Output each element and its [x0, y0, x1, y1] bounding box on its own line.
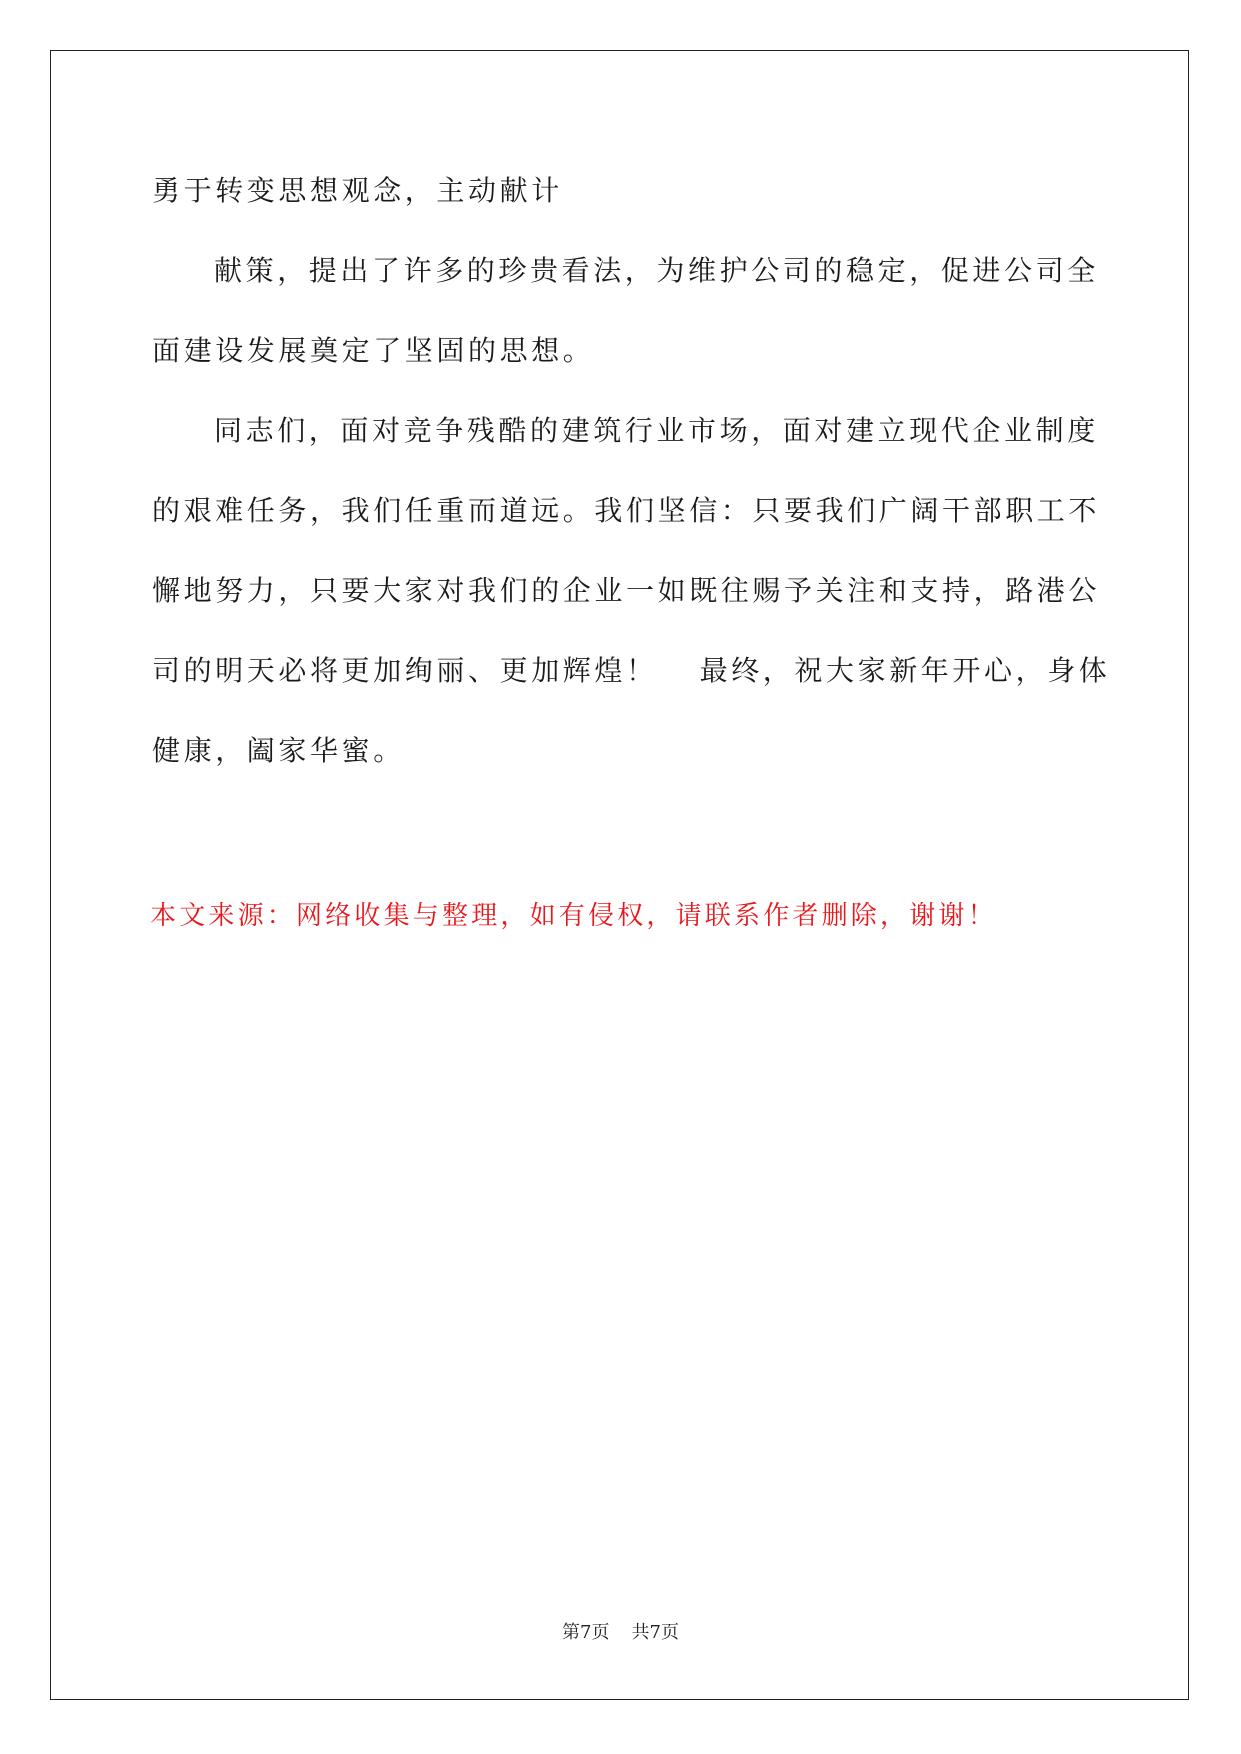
paragraph-line: 献策，提出了许多的珍贵看法，为维护公司的稳定，促进公司全	[214, 254, 1099, 287]
paragraph-line: 的艰难任务，我们任重而道远。我们坚信：只要我们广阔干部职工不	[152, 494, 1101, 527]
paragraph-line: 勇于转变思想观念，主动献计	[152, 174, 563, 207]
paragraph-line: 面建设发展奠定了坚固的思想。	[152, 334, 595, 367]
page-total: 共7页	[631, 1622, 679, 1643]
paragraph-line: 同志们，面对竞争残酷的建筑行业市场，面对建立现代企业制度	[214, 414, 1099, 447]
page-number: 第7页	[562, 1622, 610, 1643]
paragraph-line	[152, 643, 1111, 723]
document-body	[152, 163, 1111, 803]
source-note: 本文来源：网络收集与整理，如有侵权，请联系作者删除，谢谢！	[150, 901, 997, 931]
paragraph-line-part: 司的明天必将更加绚丽、更加辉煌！	[152, 654, 658, 687]
page-footer	[0, 1618, 1241, 1644]
paragraph-line-part: 最终，祝大家新年开心，身体	[699, 654, 1111, 687]
paragraph-line: 健康，阖家华蜜。	[152, 734, 405, 767]
paragraph-line: 懈地努力，只要大家对我们的企业一如既往赐予关注和支持，路港公	[152, 574, 1101, 607]
